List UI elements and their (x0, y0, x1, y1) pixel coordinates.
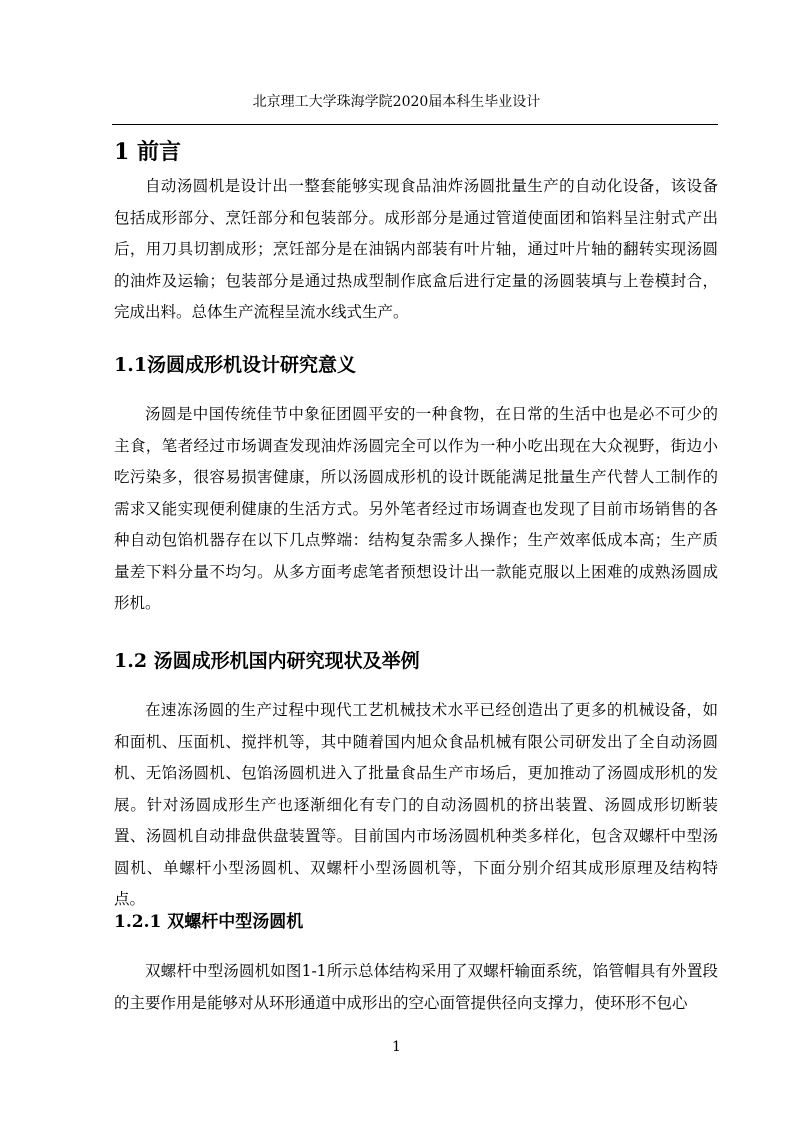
section-heading-1-2: 1.2 汤圆成形机国内研究现状及举例 (114, 650, 420, 672)
section-heading-1-1: 1.1汤圆成形机设计研究意义 (114, 354, 357, 376)
section-1-2-paragraph: 在速冻汤圆的生产过程中现代工艺机械技术水平已经创造出了更多的机械设备，如和面机、压面机、搅拌机等，其中随着国内旭众食品机械有限公司研发出了全自动汤圆机、无馅汤圆机、包馅汤圆机进入了批量食品生产市场后，更加推动了汤圆成形机的发展。针对汤圆成形生产也逐渐细化有专门的自动汤圆机的挤出装置、汤圆成形切断装置、汤圆机自动排盘供盘装置等。目前国内市场汤圆机种类多样化，包含双螺杆中型汤圆机、单螺杆小型汤圆机、双螺杆小型汤圆机等，下面分别介绍其成形原理及结构特点。 (114, 701, 718, 908)
section-1-2-1-paragraph: 双螺杆中型汤圆机如图1-1所示总体结构采用了双螺杆输面系统，馅管帽具有外置段的主要作用是能够对从环形通道中成形出的空心面管提供径向支撑力，使环形不包心 (114, 962, 718, 1012)
section-1-1-paragraph: 汤圆是中国传统佳节中象征团圆平安的一种食物，在日常的生活中也是必不可少的主食，笔者经过市场调查发现油炸汤圆完全可以作为一种小吃出现在大众视野，街边小吃污染多，很容易损害健康，所以汤圆成形机的设计既能满足批量生产代替人工制作的需求又能实现便利健康的生活方式。另外笔者经过市场调查也发现了目前市场销售的各种自动包馅机器存在以下几点弊端：结构复杂需多人操作；生产效率低成本高；生产质量差下料分量不均匀。从多方面考虑笔者预想设计出一款能克服以上困难的成熟汤圆成形机。 (114, 405, 718, 612)
section-1-paragraph: 自动汤圆机是设计出一整套能够实现食品油炸汤圆批量生产的自动化设备，该设备包括成形部分、烹饪部分和包装部分。成形部分是通过管道使面团和馅料呈注射式产出后，用刀具切割成形；烹饪部分是在油锅内部装有叶片轴，通过叶片轴的翻转实现汤圆的油炸及运输；包装部分是通过热成型制作底盒后进行定量的汤圆装填与上卷模封合，完成出料。总体生产流程呈流水线式生产。 (114, 177, 718, 321)
page-number: 1 (392, 1039, 401, 1055)
page-header: 北京理工大学珠海学院2020届本科生毕业设计 (252, 94, 541, 110)
section-heading-1-2-1: 1.2.1 双螺杆中型汤圆机 (114, 912, 304, 932)
section-heading-1: 1 前言 (114, 139, 181, 165)
header-divider (112, 124, 718, 125)
